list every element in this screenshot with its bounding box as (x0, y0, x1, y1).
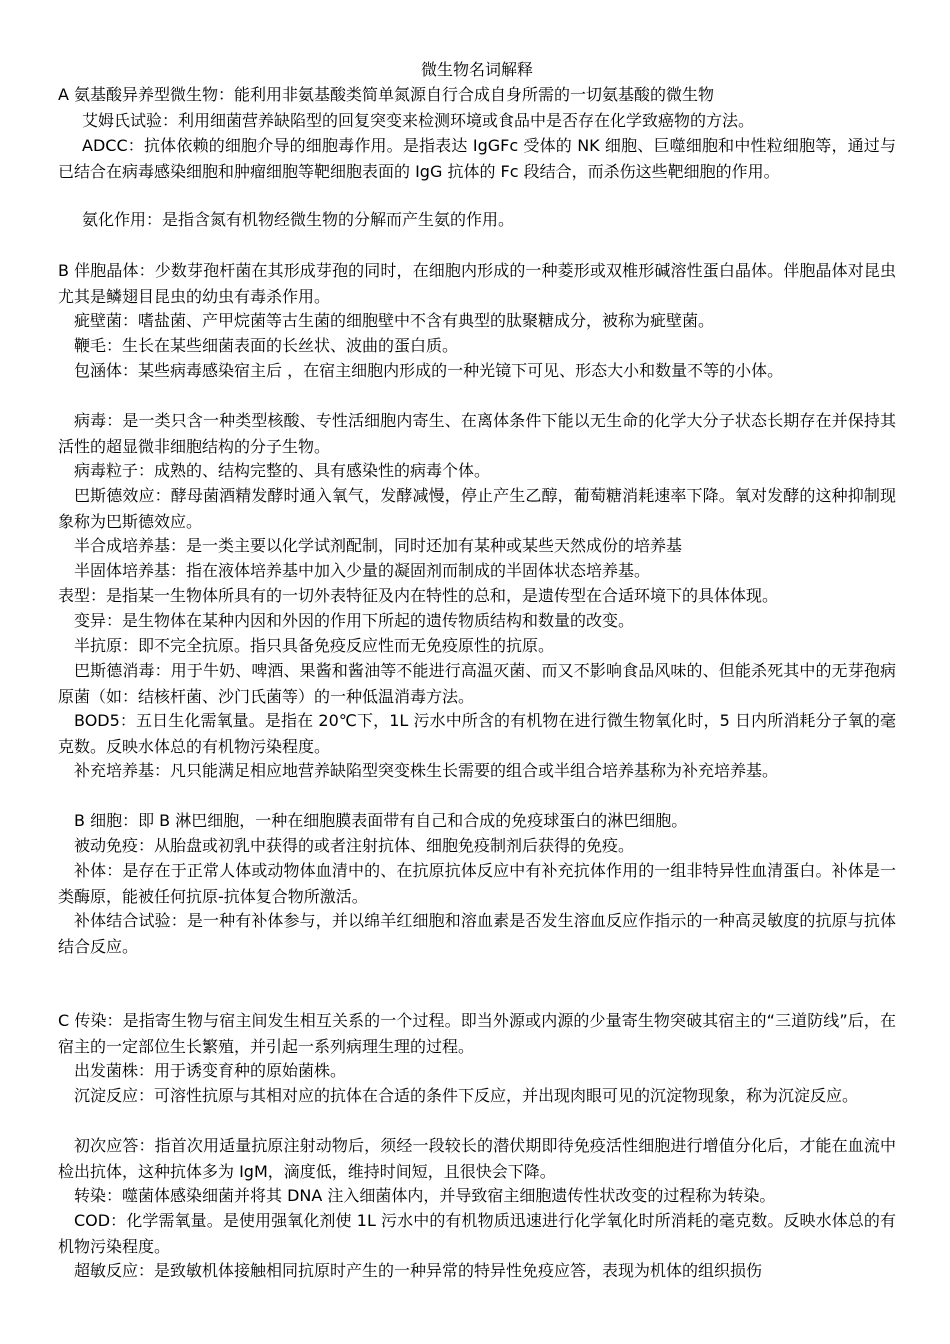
entry-flagellum: 鞭毛：生长在某些细菌表面的长丝状、波曲的蛋白质。 (74, 336, 459, 355)
entry-original-strain: 出发菌株：用于诱变育种的原始菌株。 (74, 1061, 347, 1080)
entry-pasteur-effect: 巴斯德效应：酵母菌酒精发酵时通入氧气，发酵减慢，停止产生乙醇，葡萄糖消耗速率下降。氧对发酵的这种抑制现象称为巴斯德效应。 (58, 486, 896, 531)
entry-primary-response: 初次应答：指首次用适量抗原注射动物后，须经一段较长的潜伏期即待免疫活性细胞进行增值分化后，才能在血流中检出抗体，这种抗体多为 IgM，滴度低，维持时间短，且很快会下降。 (58, 1136, 896, 1181)
entry-transfection: 转染：噬菌体感染细菌并将其 DNA 注入细菌体内，并导致宿主细胞遗传性状改变的过程称为转染。 (74, 1186, 776, 1205)
entry-virus: 病毒：是一类只含一种类型核酸、专性活细胞内寄生、在离体条件下能以无生命的化学大分子状态长期存在并保持其活性的超显微非细胞结构的分子生物。 (58, 411, 896, 456)
document-title: 微生物名词解释 (420, 60, 533, 79)
entry-variation: 变异：是生物体在某种内因和外因的作用下所起的遗传物质结构和数量的改变。 (74, 611, 635, 630)
entry-hapten: 半抗原：即不完全抗原。指只具备免疫反应性而无免疫原性的抗原。 (74, 636, 555, 655)
entry-hypersensitivity: 超敏反应：是致敏机体接触相同抗原时产生的一种异常的特异性免疫应答，表现为机体的组织损伤 (74, 1261, 763, 1280)
entry-pasteurization: 巴斯德消毒：用于牛奶、啤酒、果酱和酱油等不能进行高温灭菌、而又不影响食品风味的、但能杀死其中的无芽孢病原菌（如：结核杆菌、沙门氏菌等）的一种低温消毒方法。 (58, 661, 896, 706)
entry-phenotype: 表型：是指某一生物体所具有的一切外表特征及内在特性的总和，是遗传型在合适环境下的具体体现。 (58, 586, 779, 605)
entry-parasporal-crystal: B 伴胞晶体：少数芽孢杆菌在其形成芽孢的同时，在细胞内形成的一种菱形或双椎形碱溶性蛋白晶体。伴胞晶体对昆虫尤其是鳞翅目昆虫的幼虫有毒杀作用。 (58, 261, 896, 306)
entry-complement-fixation-test: 补体结合试验：是一种有补体参与，并以绵羊红细胞和溶血素是否发生溶血反应作指示的一种高灵敏度的抗原与抗体结合反应。 (58, 911, 896, 956)
entry-ammonification: 氨化作用：是指含氮有机物经微生物的分解而产生氨的作用。 (82, 210, 515, 229)
entry-cod: COD：化学需氧量。是使用强氧化剂使 1L 污水中的有机物质迅速进行化学氧化时所消耗的毫克数。反映水体总的有机物污染程度。 (58, 1211, 896, 1256)
entry-adcc: ADCC：抗体依赖的细胞介导的细胞毒作用。是指表达 IgGFc 受体的 NK 细胞、巨噬细胞和中性粒细胞等，通过与已结合在病毒感染细胞和肿瘤细胞等靶细胞表面的 IgG 抗体的 Fc 段结合，而杀伤这些靶细胞的作用。 (58, 136, 896, 181)
entry-supplemental-medium: 补充培养基：凡只能满足相应地营养缺陷型突变株生长需要的组合或半组合培养基称为补充培养基。 (74, 761, 779, 780)
entry-inclusion-body: 包涵体：某些病毒感染宿主后 ，在宿主细胞内形成的一种光镜下可见、形态大小和数量不等的小体。 (74, 361, 784, 380)
entry-virion: 病毒粒子：成熟的、结构完整的、具有感染性的病毒个体。 (74, 461, 491, 480)
entry-infection: C 传染：是指寄生物与宿主间发生相互关系的一个过程。即当外源或内源的少量寄生物突破其宿主的“三道防线”后，在宿主的一定部位生长繁殖，并引起一系列病理生理的过程。 (58, 1011, 896, 1056)
entry-defective-wall-bacteria: 疵壁菌：嗜盐菌、产甲烷菌等古生菌的细胞壁中不含有典型的肽聚糖成分，被称为疵壁菌。 (74, 311, 715, 330)
entry-semi-synthetic-medium: 半合成培养基：是一类主要以化学试剂配制，同时还加有某种或某些天然成份的培养基 (74, 536, 683, 555)
entry-amino-acid-auxotroph: A 氨基酸异养型微生物：能利用非氨基酸类简单氮源自行合成自身所需的一切氨基酸的微生物 (58, 85, 715, 104)
entry-semi-solid-medium: 半固体培养基：指在液体培养基中加入少量的凝固剂而制成的半固体状态培养基。 (74, 561, 651, 580)
entry-bod5: BOD5：五日生化需氧量。是指在 20℃下，1L 污水中所含的有机物在进行微生物氧化时，5 日内所消耗分子氧的毫克数。反映水体总的有机物污染程度。 (58, 711, 896, 756)
entry-precipitation-reaction: 沉淀反应：可溶性抗原与其相对应的抗体在合适的条件下反应，并出现肉眼可见的沉淀物现象，称为沉淀反应。 (74, 1086, 859, 1105)
entry-ames-test: 艾姆氏试验：利用细菌营养缺陷型的回复突变来检测环境或食品中是否存在化学致癌物的方法。 (82, 111, 755, 130)
entry-passive-immunity: 被动免疫：从胎盘或初乳中获得的或者注射抗体、细胞免疫制剂后获得的免疫。 (74, 836, 635, 855)
entry-b-cell: B 细胞：即 B 淋巴细胞，一种在细胞膜表面带有自己和合成的免疫球蛋白的淋巴细胞。 (74, 811, 688, 830)
entry-complement: 补体：是存在于正常人体或动物体血清中的、在抗原抗体反应中有补充抗体作用的一组非特异性血清蛋白。补体是一类酶原，能被任何抗原-抗体复合物所激活。 (58, 861, 896, 906)
